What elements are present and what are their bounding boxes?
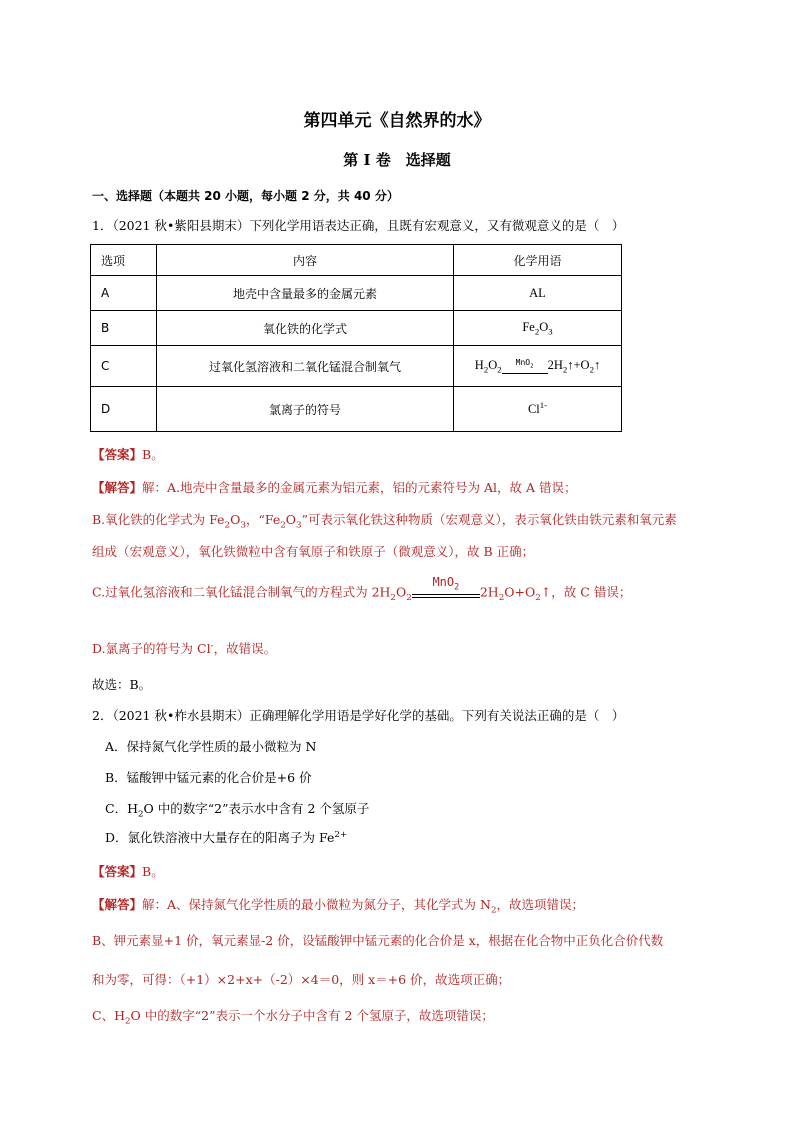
question-2-analysis-c: C、$H_2O$ 中的数字“2”表示一个水分子中含有 2 个氢原子，故选项错误； <box>92 1008 494 1027</box>
question-1-table <box>90 244 622 432</box>
volume-subtitle: 第 I 卷 选择题 <box>343 151 451 169</box>
table-cell-formula: AL <box>454 276 622 311</box>
table-cell-option: D <box>91 387 157 432</box>
question-1-answer <box>92 445 164 463</box>
table-cell-option: A <box>91 276 157 311</box>
table-cell-formula: $H_2O_2$ MnO$_2$ $2H_2↑+O_2↑$ <box>454 346 622 387</box>
question-2-analysis-b2: 和为零，可得：（+1）×2+x+（-2）×4＝0，则 x＝+6 价，故选项正确； <box>92 972 511 987</box>
section-heading: 一、选择题（本题共 20 小题，每小题 2 分，共 40 分） <box>92 189 399 203</box>
answer-value: B。 <box>142 447 164 462</box>
question-2-analysis-a: 【解答】解：A、保持氮气化学性质的最小微粒为氮分子，其化学式为 $N_2$，故选项错误； <box>92 897 585 916</box>
table-header-option: 选项 <box>91 245 157 276</box>
answer-value: B。 <box>142 864 164 879</box>
table-header-content: 内容 <box>157 245 454 276</box>
question-2-option-d: D．氯化铁溶液中大量存在的阳离子为 $Fe^{2+}$ <box>105 829 348 845</box>
table-header-row <box>91 245 622 276</box>
analysis-label: 【解答】 <box>92 897 143 912</box>
table-cell-content: 地壳中含量最多的金属元素 <box>157 276 454 311</box>
table-cell-content: 氧化铁的化学式 <box>157 311 454 346</box>
table-cell-option: C <box>91 346 157 387</box>
page-title: 第四单元《自然界的水》 <box>303 111 491 131</box>
question-2-answer <box>92 862 164 880</box>
question-1-stem: 1．（2021 秋•紫阳县期末）下列化学用语表达正确，且既有宏观意义，又有微观意义的是（ ） <box>92 218 625 233</box>
table-cell-content: 过氧化氢溶液和二氧化锰混合制氧气 <box>157 346 454 387</box>
analysis-line: 解：A.地壳中含量最多的金属元素为铝元素，铝的元素符号为 Al，故 A 错误； <box>142 480 577 495</box>
table-cell-option: B <box>91 311 157 346</box>
question-1-analysis-b2: 组成（宏观意义），氧化铁微粒中含有氧原子和铁原子（微观意义），故 B 正确； <box>92 544 535 559</box>
table-row <box>91 311 622 346</box>
question-1-analysis-c: C.过氧化氢溶液和二氧化锰混合制氧气的方程式为 $2H_2O_2$ MnO$_2$ $2H_2O+O_2↑$，故 C 错误； <box>92 575 632 604</box>
table-header-formula: 化学用语 <box>454 245 622 276</box>
question-1-conclusion: 故选：B。 <box>92 677 152 692</box>
table-cell-formula: $Cl^{1-}$ <box>454 387 622 432</box>
analysis-label: 【解答】 <box>92 480 143 495</box>
answer-label: 【答案】 <box>92 864 143 879</box>
question-2-analysis-b: B、钾元素显+1 价，氧元素显-2 价，设锰酸钾中锰元素的化合价是 x，根据在化合物中正负化合价代数 <box>92 933 664 948</box>
question-1-analysis-b: B.氧化铁的化学式为 $Fe_2O_3$，“$Fe_2O_3$”可表示氧化铁这种物质（宏观意义），表示氧化铁由铁元素和氧元素 <box>92 512 677 531</box>
table-row <box>91 387 622 432</box>
table-row <box>91 346 622 387</box>
table-cell-formula: $Fe_2O_3$ <box>454 311 622 346</box>
question-2-option-b: B．锰酸钾中锰元素的化合价是+6 价 <box>105 770 312 785</box>
question-2-option-c: C．$H_2O$ 中的数字“2”表示水中含有 2 个氢原子 <box>105 801 370 820</box>
answer-label: 【答案】 <box>92 447 143 462</box>
table-row <box>91 276 622 311</box>
table-cell-content: 氯离子的符号 <box>157 387 454 432</box>
question-2-stem: 2．（2021 秋•柞水县期末）正确理解化学用语是学好化学的基础。下列有关说法正确的是（ ） <box>92 708 625 723</box>
question-1-analysis-d: D.氯离子的符号为 Cl-，故错误。 <box>92 640 277 656</box>
question-2-option-a: A．保持氮气化学性质的最小微粒为 N <box>105 739 317 754</box>
question-1-analysis-a <box>92 478 577 496</box>
